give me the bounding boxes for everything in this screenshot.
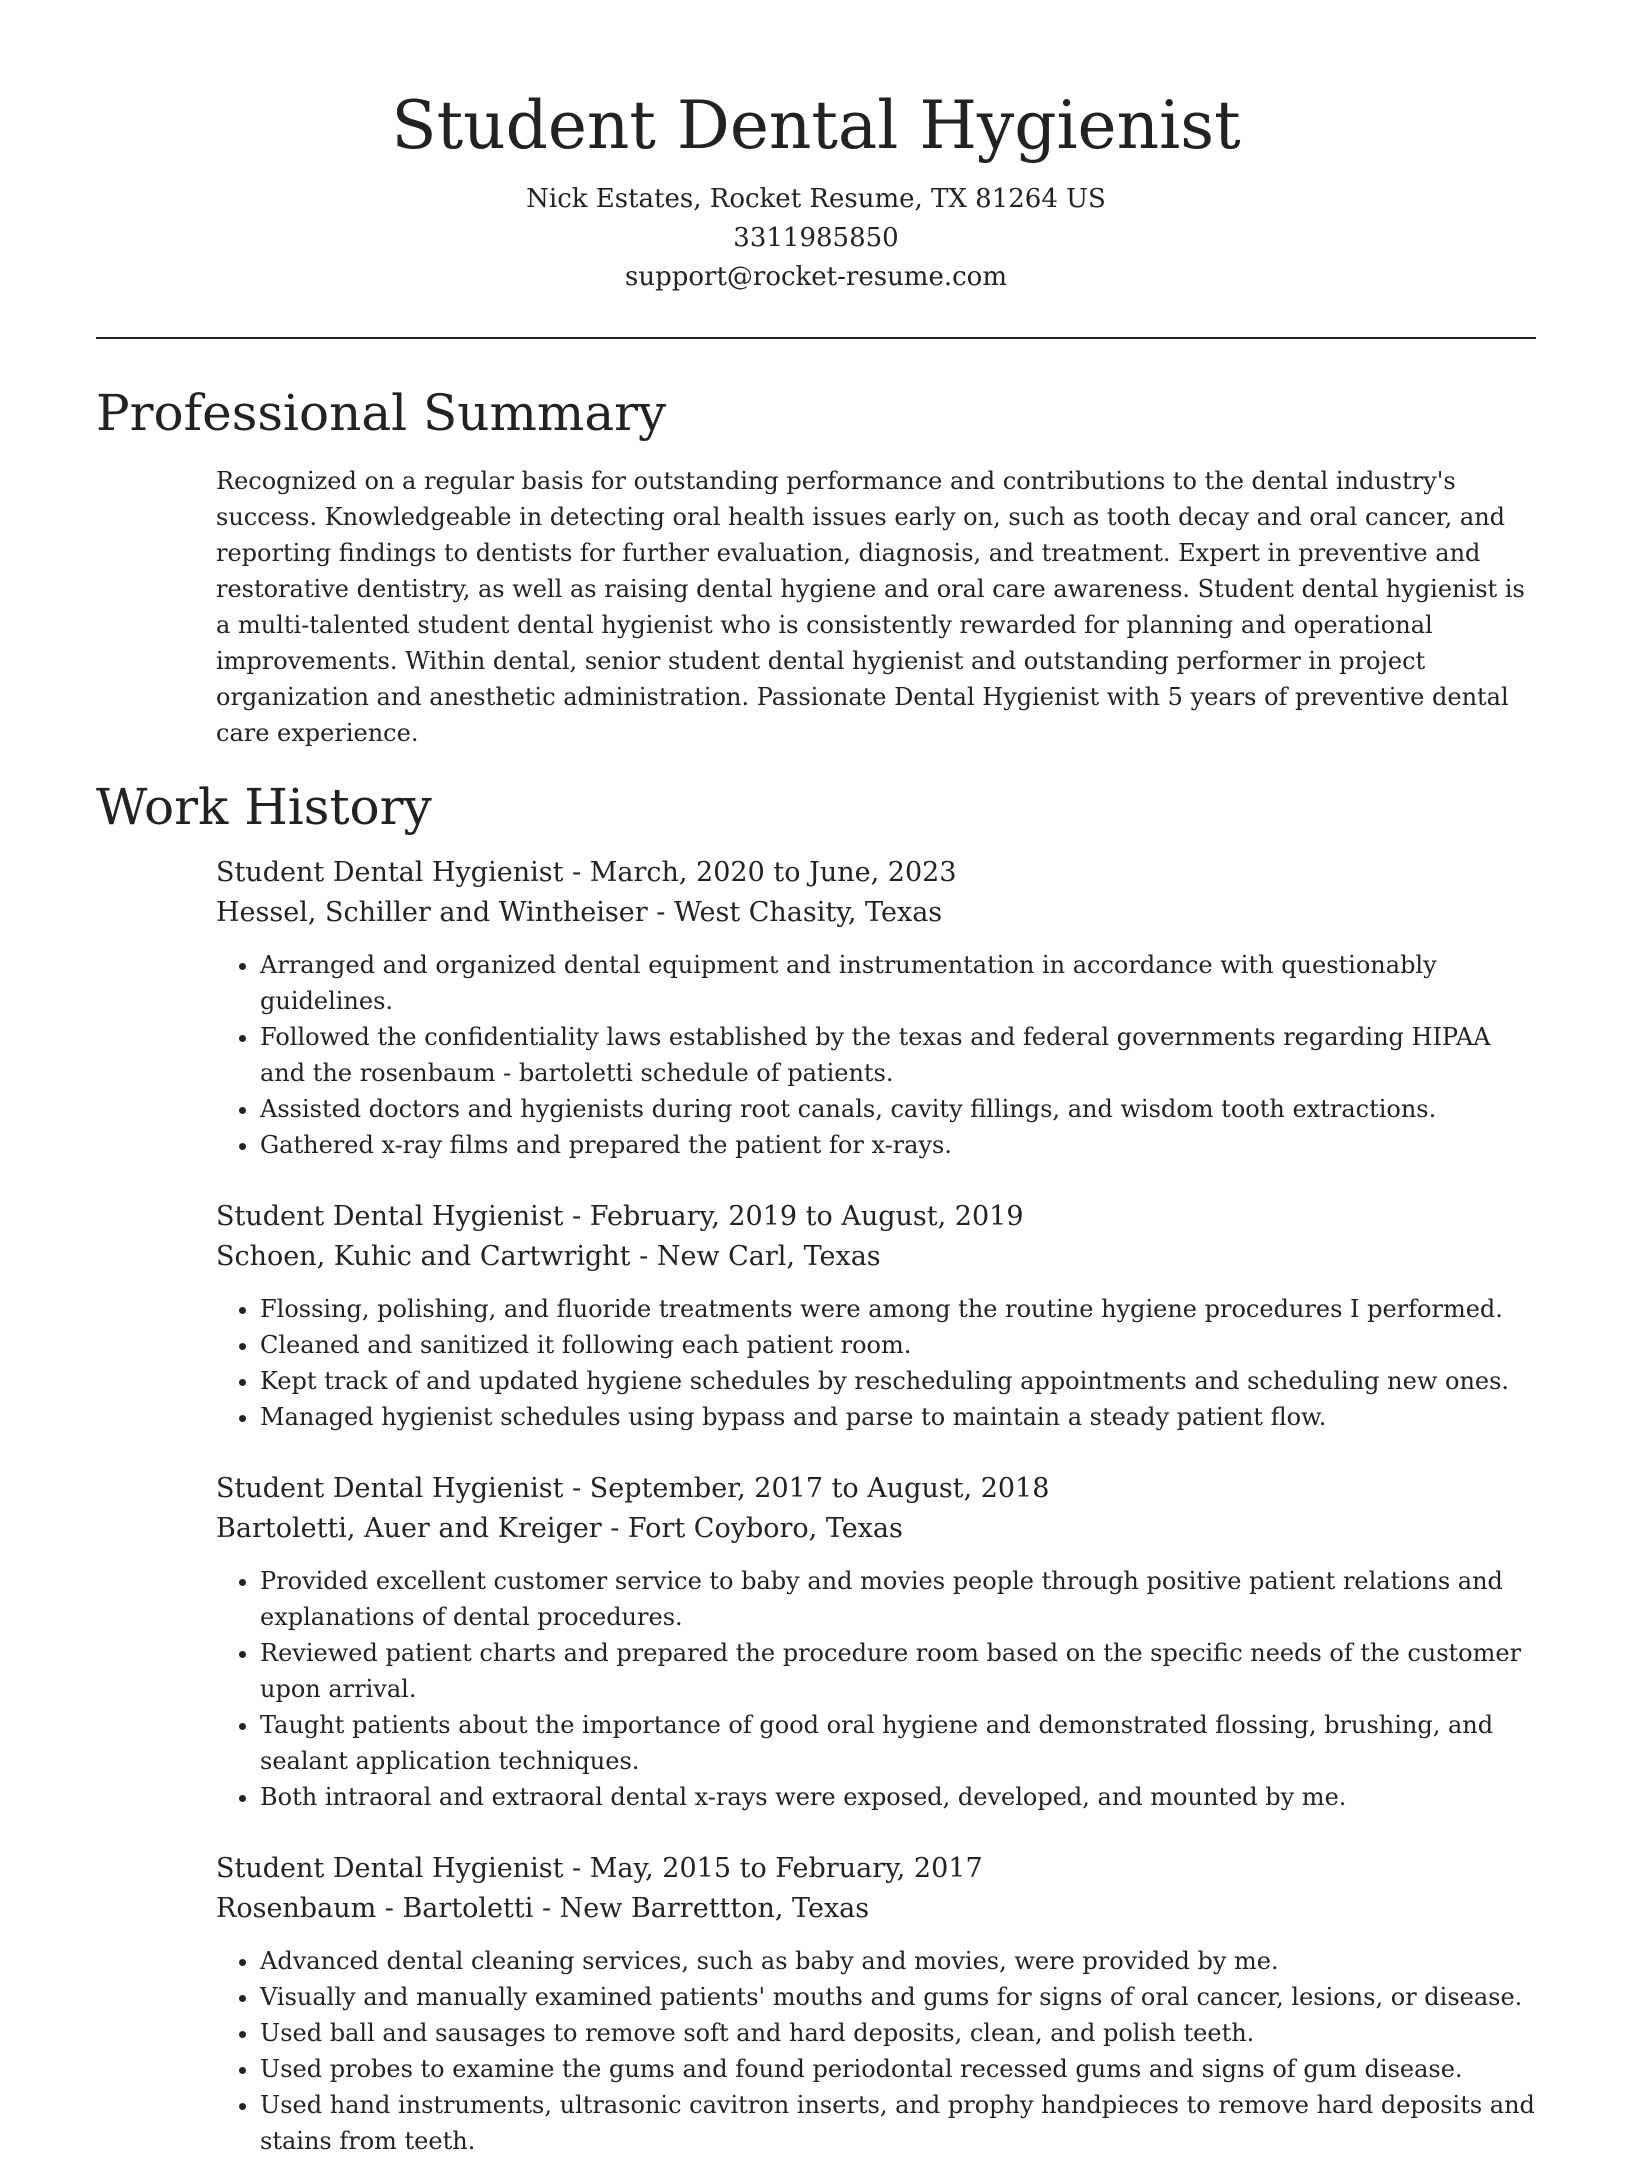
- job-entry-2: [216, 1197, 1536, 1435]
- job-bullet: • Advanced dental cleaning services, such as baby and movies, were provided by me.: [260, 1943, 1536, 1979]
- job-entry-4: [216, 1849, 1536, 2159]
- job-role: Student Dental Hygienist: [216, 1201, 564, 1232]
- job-bullet: • Cleaned and sanitized it following each patient room.: [260, 1327, 1536, 1363]
- job-bullets: [216, 1943, 1536, 2159]
- job-location: - West Chasity, Texas: [647, 897, 943, 928]
- job-dates: - February, 2019 to August, 2019: [563, 1201, 1024, 1232]
- job-bullet: • Used ball and sausages to remove soft and hard deposits, clean, and polish teeth.: [260, 2015, 1536, 2051]
- job-bullet: • Used hand instruments, ultrasonic cavitron inserts, and prophy handpieces to remove hard deposits and stains from teeth.: [260, 2087, 1536, 2159]
- job-bullets: [216, 1291, 1536, 1435]
- job-bullet: • Followed the confidentiality laws established by the texas and federal governments regarding HIPAA and the rosenbaum - bartoletti schedule of patients.: [260, 1019, 1536, 1091]
- job-company-line: [216, 1889, 1536, 1929]
- job-location: - Fort Coyboro, Texas: [601, 1513, 903, 1544]
- job-bullet: • Taught patients about the importance of good oral hygiene and demonstrated flossing, brushing, and sealant application techniques.: [260, 1707, 1536, 1779]
- job-location: - New Barrettton, Texas: [533, 1893, 870, 1924]
- candidate-name: Student Dental Hygienist: [391, 87, 1241, 164]
- contact-email: support@rocket-resume.com: [624, 262, 1007, 292]
- contact-block: [96, 180, 1536, 297]
- job-role-line: [216, 853, 1536, 893]
- job-bullet: • Visually and manually examined patients' mouths and gums for signs of oral cancer, lesions, or disease.: [260, 1979, 1536, 2015]
- header-divider: [96, 337, 1536, 339]
- job-entry-1: [216, 853, 1536, 1163]
- job-bullet: • Used probes to examine the gums and found periodontal recessed gums and signs of gum disease.: [260, 2051, 1536, 2087]
- job-company: Schoen, Kuhic and Cartwright: [216, 1241, 631, 1272]
- job-bullet: • Managed hygienist schedules using bypass and parse to maintain a steady patient flow.: [260, 1399, 1536, 1435]
- job-company: Hessel, Schiller and Wintheiser: [216, 897, 648, 928]
- job-role-line: [216, 1849, 1536, 1889]
- contact-address: Nick Estates, Rocket Resume, TX 81264 US: [526, 184, 1106, 214]
- job-bullets: [216, 947, 1536, 1163]
- job-entry-3: [216, 1469, 1536, 1815]
- contact-phone: 3311985850: [733, 223, 899, 253]
- job-bullet: • Both intraoral and extraoral dental x-rays were exposed, developed, and mounted by me.: [260, 1779, 1536, 1815]
- job-company-line: [216, 1509, 1536, 1549]
- job-dates: - March, 2020 to June, 2023: [563, 857, 957, 888]
- job-role-line: [216, 1197, 1536, 1237]
- job-bullet: • Reviewed patient charts and prepared the procedure room based on the specific needs of the customer upon arrival.: [260, 1635, 1536, 1707]
- job-bullets: [216, 1563, 1536, 1815]
- summary-heading: Professional Summary: [96, 384, 667, 442]
- job-company: Rosenbaum - Bartoletti: [216, 1893, 534, 1924]
- job-role: Student Dental Hygienist: [216, 1853, 564, 1884]
- job-bullet: • Assisted doctors and hygienists during root canals, cavity fillings, and wisdom tooth extractions.: [260, 1091, 1536, 1127]
- job-dates: - May, 2015 to February, 2017: [563, 1853, 983, 1884]
- summary-text: Recognized on a regular basis for outstanding performance and contributions to the dental industry's success. Knowledgeable in detecting oral health issues early on, such as tooth decay and oral cancer, and reporting findings to dentists for further evaluation, diagnosis, and treatment. Expert in preventive and restorative dentistry, as well as raising dental hygiene and oral care awareness. Student dental hygienist is a multi-talented student dental hygienist who is consistently rewarded for planning and operational improvements. Within dental, senior student dental hygienist and outstanding performer in project organization and anesthetic administration. Passionate Dental Hygienist with 5 years of preventive dental care experience.: [216, 467, 1525, 747]
- resume-header: [96, 0, 1536, 297]
- job-bullet: • Provided excellent customer service to baby and movies people through positive patient relations and explanations of dental procedures.: [260, 1563, 1536, 1635]
- job-location: - New Carl, Texas: [630, 1241, 881, 1272]
- job-role: Student Dental Hygienist: [216, 857, 564, 888]
- job-company-line: [216, 1237, 1536, 1277]
- job-bullet: • Gathered x-ray films and prepared the patient for x-rays.: [260, 1127, 1536, 1163]
- job-bullet: • Kept track of and updated hygiene schedules by rescheduling appointments and scheduling new ones.: [260, 1363, 1536, 1399]
- work-history-heading: Work History: [96, 778, 432, 836]
- job-role-line: [216, 1469, 1536, 1509]
- job-bullet: • Arranged and organized dental equipment and instrumentation in accordance with questionably guidelines.: [260, 947, 1536, 1019]
- job-dates: - September, 2017 to August, 2018: [563, 1473, 1050, 1504]
- job-role: Student Dental Hygienist: [216, 1473, 564, 1504]
- job-company-line: [216, 893, 1536, 933]
- job-bullet: • Flossing, polishing, and fluoride treatments were among the routine hygiene procedures I performed.: [260, 1291, 1536, 1327]
- job-company: Bartoletti, Auer and Kreiger: [216, 1513, 602, 1544]
